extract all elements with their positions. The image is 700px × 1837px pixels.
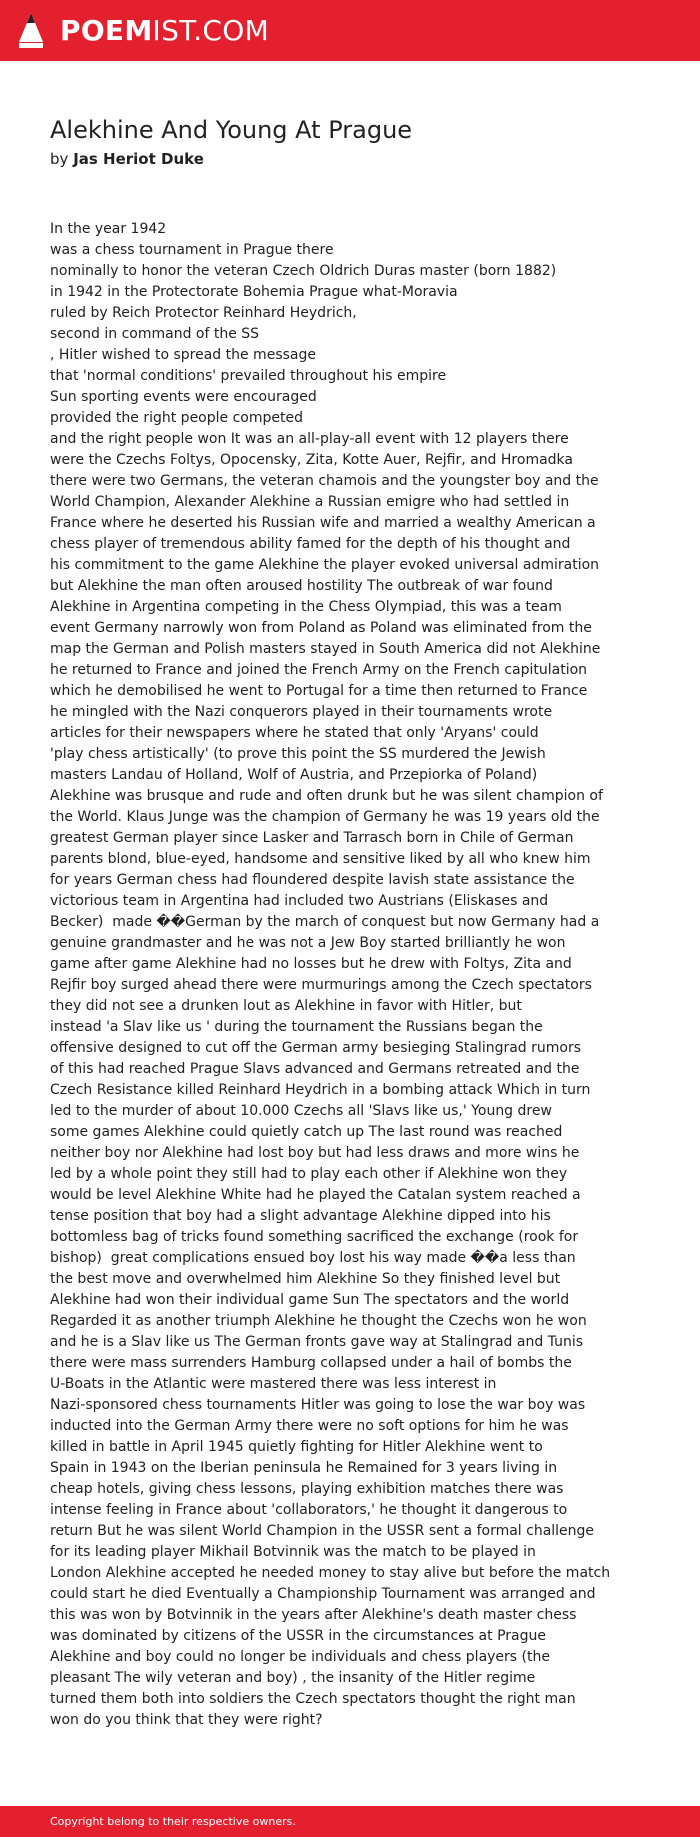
poem-line: some games Alekhine could quietly catch up The last round was reached xyxy=(50,1124,563,1140)
site-footer xyxy=(0,1806,700,1837)
poem-line: , Hitler wished to spread the message xyxy=(50,347,316,363)
poem-line: was dominated by citizens of the USSR in the circumstances at Prague xyxy=(50,1628,546,1644)
poem-line: there were two Germans, the veteran chamois and the youngster boy and the xyxy=(50,473,599,489)
poem-line: World Champion, Alexander Alekhine a Russian emigre who had settled in xyxy=(50,494,570,510)
poem-line: and he is a Slav like us The German fronts gave way at Stalingrad and Tunis xyxy=(50,1334,584,1350)
poem-line: he returned to France and joined the French Army on the French capitulation xyxy=(50,662,588,678)
poem-line: intense feeling in France about 'collaborators,' he thought it dangerous to xyxy=(50,1502,568,1518)
poem-line: articles for their newspapers where he stated that only 'Aryans' could xyxy=(50,725,539,741)
poem-line: the World. Klaus Junge was the champion of Germany he was 19 years old the xyxy=(50,809,600,825)
poem-line: for years German chess had floundered despite lavish state assistance the xyxy=(50,872,575,888)
copyright-notice: Copyright belong to their respective owners. xyxy=(50,1815,296,1828)
poem-line: provided the right people competed xyxy=(50,410,303,426)
poem-line: event Germany narrowly won from Poland as Poland was eliminated from the xyxy=(50,620,592,636)
poem-line: return But he was silent World Champion in the USSR sent a formal challenge xyxy=(50,1523,595,1539)
site-header xyxy=(0,0,700,61)
poem-line: turned them both into soldiers the Czech spectators thought the right man xyxy=(50,1691,576,1707)
poem-line: Spain in 1943 on the Iberian peninsula he Remained for 3 years living in xyxy=(50,1460,558,1476)
poem-line: Regarded it as another triumph Alekhine he thought the Czechs won he won xyxy=(50,1313,587,1329)
poem-line: Becker) made ��German by the march of conquest but now Germany had a xyxy=(50,914,600,930)
poem-line: Alekhine was brusque and rude and often drunk but he was silent champion of xyxy=(50,788,603,804)
poem-line: Alekhine and boy could no longer be individuals and chess players (the xyxy=(50,1649,550,1665)
poem-line: offensive designed to cut off the German army besieging Stalingrad rumors xyxy=(50,1040,582,1056)
site-logo[interactable] xyxy=(18,12,269,50)
poem-line: but Alekhine the man often aroused hostility The outbreak of war found xyxy=(50,578,553,594)
by-label: by xyxy=(50,150,69,168)
poem-line: bottomless bag of tricks found something sacrificed the exchange (rook for xyxy=(50,1229,579,1245)
brand-name-light: IST.COM xyxy=(152,14,270,47)
poem-line: were the Czechs Foltys, Opocensky, Zita, Kotte Auer, Rejfir, and Hromadka xyxy=(50,452,573,468)
poem-line: inducted into the German Army there were no soft options for him he was xyxy=(50,1418,569,1434)
poem-body xyxy=(50,219,670,1731)
poem-title: Alekhine And Young At Prague xyxy=(50,116,413,144)
poem-line: Alekhine had won their individual game Sun The spectators and the world xyxy=(50,1292,570,1308)
poem-line: greatest German player since Lasker and Tarrasch born in Chile of German xyxy=(50,830,574,846)
poem-line: bishop) great complications ensued boy lost his way made ��a less than xyxy=(50,1250,576,1266)
poem-line: pleasant The wily veteran and boy) , the insanity of the Hitler regime xyxy=(50,1670,536,1686)
poem-line: killed in battle in April 1945 quietly fighting for Hitler Alekhine went to xyxy=(50,1439,543,1455)
poem-line: instead 'a Slav like us ' during the tournament the Russians began the xyxy=(50,1019,543,1035)
poem-line: and the right people won It was an all-play-all event with 12 players there xyxy=(50,431,569,447)
poem-line: led by a whole point they still had to play each other if Alekhine won they xyxy=(50,1166,568,1182)
poem-line: for its leading player Mikhail Botvinnik was the match to be played in xyxy=(50,1544,536,1560)
poem-line: Czech Resistance killed Reinhard Heydrich in a bombing attack Which in turn xyxy=(50,1082,591,1098)
poem-line: genuine grandmaster and he was not a Jew Boy started brilliantly he won xyxy=(50,935,566,951)
poem-line: could start he died Eventually a Championship Tournament was arranged and xyxy=(50,1586,596,1602)
author-link[interactable]: Jas Heriot Duke xyxy=(73,150,204,168)
brand-name xyxy=(60,12,269,50)
poem-line: masters Landau of Holland, Wolf of Austria, and Przepiorka of Poland) xyxy=(50,767,538,783)
brand-name-bold: POEM xyxy=(60,14,153,47)
poem-line: In the year 1942 xyxy=(50,221,167,237)
poem-line: Alekhine in Argentina competing in the Chess Olympiad, this was a team xyxy=(50,599,562,615)
poem-line: France where he deserted his Russian wife and married a wealthy American a xyxy=(50,515,596,531)
poem-line: this was won by Botvinnik in the years after Alekhine's death master chess xyxy=(50,1607,577,1623)
poem-line: led to the murder of about 10.000 Czechs all 'Slavs like us,' Young drew xyxy=(50,1103,552,1119)
poem-line: nominally to honor the veteran Czech Oldrich Duras master (born 1882) xyxy=(50,263,557,279)
poem-line: London Alekhine accepted he needed money to stay alive but before the match xyxy=(50,1565,611,1581)
poem-line: parents blond, blue-eyed, handsome and sensitive liked by all who knew him xyxy=(50,851,591,867)
poem-line: in 1942 in the Protectorate Bohemia Prague what-Moravia xyxy=(50,284,458,300)
poem-line: tense position that boy had a slight advantage Alekhine dipped into his xyxy=(50,1208,551,1224)
poem-line: which he demobilised he went to Portugal for a time then returned to France xyxy=(50,683,588,699)
poem-line: Nazi-sponsored chess tournaments Hitler was going to lose the war boy was xyxy=(50,1397,586,1413)
poem-line: they did not see a drunken lout as Alekhine in favor with Hitler, but xyxy=(50,998,522,1014)
poem-line: cheap hotels, giving chess lessons, playing exhibition matches there was xyxy=(50,1481,564,1497)
poem-line: map the German and Polish masters stayed in South America did not Alekhine xyxy=(50,641,601,657)
poem-line: game after game Alekhine had no losses but he drew with Foltys, Zita and xyxy=(50,956,572,972)
poem-line: chess player of tremendous ability famed for the depth of his thought and xyxy=(50,536,571,552)
byline xyxy=(50,148,204,170)
poem-line: his commitment to the game Alekhine the player evoked universal admiration xyxy=(50,557,600,573)
poem-line: Rejfir boy surged ahead there were murmurings among the Czech spectators xyxy=(50,977,592,993)
poem-line: was a chess tournament in Prague there xyxy=(50,242,334,258)
poem-line: victorious team in Argentina had included two Austrians (Eliskases and xyxy=(50,893,549,909)
poem-line: neither boy nor Alekhine had lost boy but had less draws and more wins he xyxy=(50,1145,580,1161)
pencil-tip-icon xyxy=(18,12,44,50)
poem-line: would be level Alekhine White had he played the Catalan system reached a xyxy=(50,1187,581,1203)
poem-line: won do you think that they were right? xyxy=(50,1712,323,1728)
poem-line: Sun sporting events were encouraged xyxy=(50,389,317,405)
poem-line: ruled by Reich Protector Reinhard Heydrich, xyxy=(50,305,357,321)
poem-line: the best move and overwhelmed him Alekhine So they finished level but xyxy=(50,1271,561,1287)
poem-line: second in command of the SS xyxy=(50,326,260,342)
poem-line: that 'normal conditions' prevailed throughout his empire xyxy=(50,368,447,384)
poem-line: 'play chess artistically' (to prove this point the SS murdered the Jewish xyxy=(50,746,546,762)
poem-line: of this had reached Prague Slavs advanced and Germans retreated and the xyxy=(50,1061,580,1077)
poem-line: there were mass surrenders Hamburg collapsed under a hail of bombs the xyxy=(50,1355,572,1371)
poem-line: he mingled with the Nazi conquerors played in their tournaments wrote xyxy=(50,704,553,720)
poem-line: U-Boats in the Atlantic were mastered there was less interest in xyxy=(50,1376,497,1392)
